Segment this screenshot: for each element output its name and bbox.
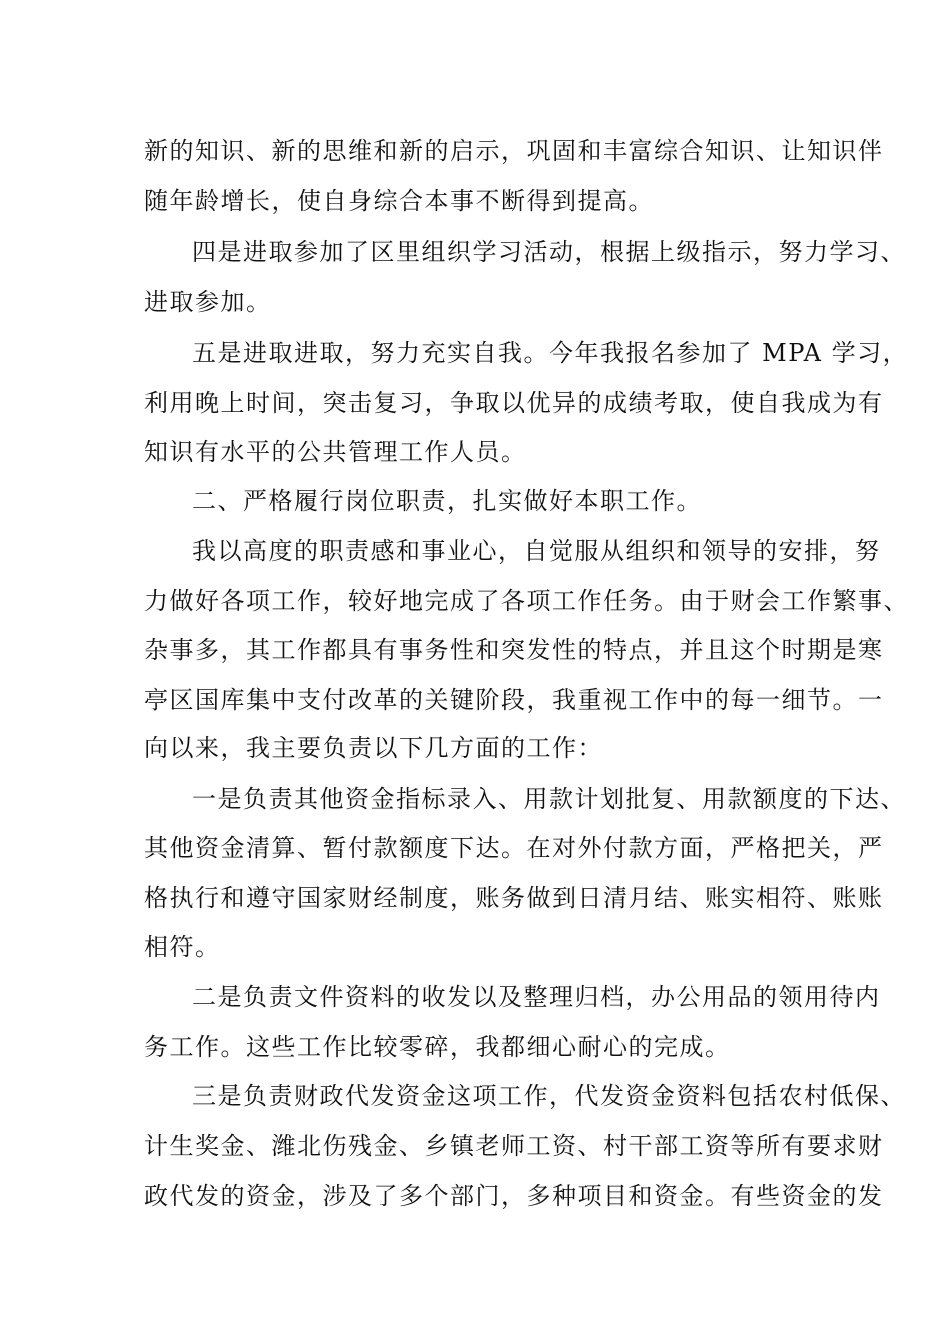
- text-line: 计生奖金、潍北伤残金、乡镇老师工资、村干部工资等所有要求财: [144, 1132, 884, 1160]
- text-line: 利用晚上时间，突击复习，争取以优异的成绩考取，使自我成为有: [144, 389, 884, 417]
- text-line: 向以来，我主要负责以下几方面的工作：: [144, 734, 603, 762]
- text-line: 四是进取参加了区里组织学习活动，根据上级指示，努力学习、: [192, 238, 906, 266]
- text-line: 务工作。这些工作比较零碎，我都细心耐心的完成。: [144, 1033, 731, 1061]
- text-line: 三是负责财政代发资金这项工作，代发资金资料包括农村低保、: [192, 1082, 906, 1110]
- text-line: 二是负责文件资料的收发以及整理归档，办公用品的领用待内: [192, 983, 881, 1011]
- text-line: 新的知识、新的思维和新的启示，巩固和丰富综合知识、让知识伴: [144, 137, 884, 165]
- text-line: 政代发的资金，涉及了多个部门，多种项目和资金。有些资金的发: [144, 1182, 884, 1210]
- text-line: 我以高度的职责感和事业心，自觉服从组织和领导的安排，努: [192, 537, 881, 565]
- text-line: 杂事多，其工作都具有事务性和突发性的特点，并且这个时期是寒: [144, 636, 884, 664]
- text-line: 知识有水平的公共管理工作人员。: [144, 438, 527, 466]
- text-line: 相符。: [144, 933, 221, 961]
- text-line: 力做好各项工作，较好地完成了各项工作任务。由于财会工作繁事、: [144, 587, 909, 615]
- text-line: 亭区国库集中支付改革的关键阶段，我重视工作中的每一细节。一: [144, 686, 884, 714]
- text-line: 进取参加。: [144, 288, 272, 316]
- text-line: 五是进取进取，努力充实自我。今年我报名参加了 MPA 学习，: [192, 339, 909, 367]
- text-line: 随年龄增长，使自身综合本事不断得到提高。: [144, 187, 654, 215]
- text-line: 一是负责其他资金指标录入、用款计划批复、用款额度的下达、: [192, 785, 906, 813]
- text-line: 格执行和遵守国家财经制度，账务做到日清月结、账实相符、账账: [144, 884, 884, 912]
- section-heading: 二、严格履行岗位职责，扎实做好本职工作。: [192, 487, 702, 515]
- text-line: 其他资金清算、暂付款额度下达。在对外付款方面，严格把关，严: [144, 834, 884, 862]
